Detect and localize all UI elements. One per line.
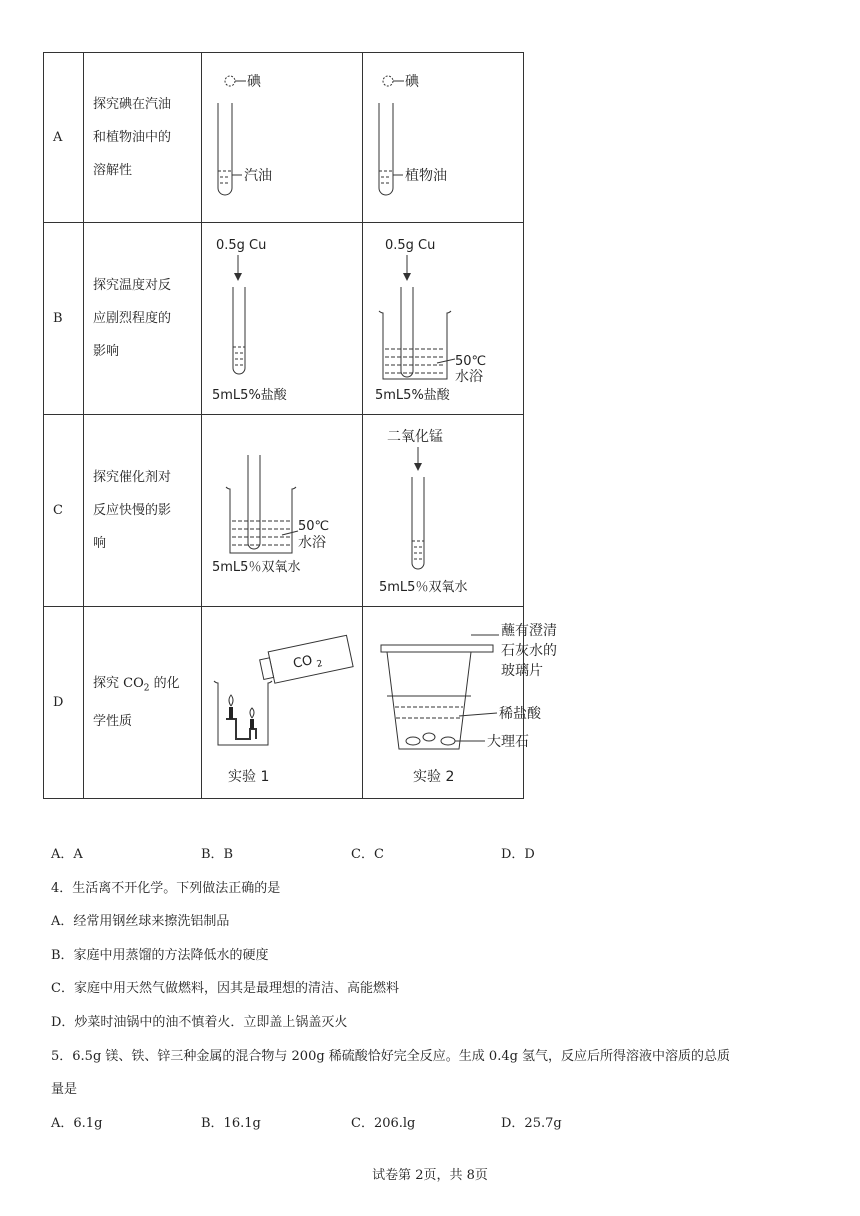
- option-label: D: [44, 607, 84, 799]
- q4-option-b: B．家庭中用蒸馏的方法降低水的硬度: [51, 948, 269, 963]
- table-row: [44, 223, 524, 415]
- q5-choice-a: A．6.1g: [51, 1116, 103, 1131]
- svg-text:0.5g Cu: 0.5g Cu: [385, 238, 436, 253]
- option-label: B: [44, 223, 84, 415]
- q4-stem: 4．生活离不开化学。下列做法正确的是: [51, 881, 281, 896]
- figure-water-bath-peroxide: [202, 415, 363, 607]
- figure-iodine-vegetable-oil: [363, 53, 524, 223]
- q4-option-a: A．经常用钢丝球来擦洗铝制品: [51, 914, 230, 929]
- svg-text:5mL5%盐酸: 5mL5%盐酸: [375, 388, 450, 403]
- svg-text:CO: CO: [291, 653, 314, 672]
- page-footer: 试卷第 2页，共 8页: [372, 1168, 488, 1183]
- svg-text:碘: 碘: [247, 74, 261, 90]
- test-tube-diagram: [202, 53, 362, 222]
- figure-experiment-2: [363, 607, 557, 799]
- svg-text:50℃: 50℃: [298, 519, 330, 534]
- svg-text:2: 2: [315, 658, 324, 670]
- figure-room-temperature: [202, 223, 363, 415]
- experiment-description: 探究 $CO_2$ 的化 学性质: [84, 607, 202, 799]
- option-label: C: [44, 415, 84, 607]
- test-tube-diagram: [202, 223, 362, 414]
- experiment-description: 探究碘在汽油 和植物油中的 溶解性: [84, 53, 202, 223]
- svg-text:0.5g Cu: 0.5g Cu: [216, 238, 267, 253]
- q5-stem-line2: 量是: [51, 1082, 78, 1097]
- svg-text:5mL5%盐酸: 5mL5%盐酸: [212, 388, 287, 403]
- q4-option-c: C．家庭中用天然气做燃料，因其是最理想的清洁、高能燃料: [51, 981, 399, 996]
- test-tube-diagram: [363, 53, 587, 222]
- figure-iodine-gasoline: [202, 53, 363, 223]
- q5-choice-c: C．206.lg: [351, 1116, 416, 1131]
- q5-choice-d: D．25.7g: [501, 1116, 562, 1131]
- experiment-description: 探究催化剂对 反应快慢的影 响: [84, 415, 202, 607]
- svg-text:植物油: 植物油: [405, 168, 447, 184]
- svg-text:汽油: 汽油: [244, 168, 272, 184]
- q3-choice-a: A．A: [51, 847, 83, 862]
- q5-choice-b: B．16.1g: [201, 1116, 261, 1131]
- svg-text:碘: 碘: [405, 74, 419, 90]
- marble-acid-diagram: [363, 607, 587, 798]
- svg-text:5mL5％双氧水: 5mL5％双氧水: [379, 580, 468, 595]
- svg-text:石灰水的: 石灰水的: [501, 643, 557, 659]
- experiment-description: 探究温度对反 应剧烈程度的 影响: [84, 223, 202, 415]
- beaker-diagram: [363, 223, 587, 414]
- table-row: [44, 415, 524, 607]
- table-row: [44, 607, 524, 799]
- svg-text:实验 1: 实验 1: [228, 769, 270, 785]
- q3-choice-d: D．D: [501, 847, 535, 862]
- option-label: A: [44, 53, 84, 223]
- q3-choice-c: C．C: [351, 847, 384, 862]
- beaker-diagram: [202, 415, 362, 606]
- test-tube-diagram: [363, 415, 587, 606]
- svg-text:玻璃片: 玻璃片: [501, 663, 543, 679]
- svg-text:稀盐酸: 稀盐酸: [499, 706, 541, 722]
- co2-pouring-diagram: [202, 607, 362, 798]
- svg-text:5mL5％双氧水: 5mL5％双氧水: [212, 560, 301, 575]
- figure-manganese-dioxide: [363, 415, 524, 607]
- q4-option-d: D．炒菜时油锅中的油不慎着火．立即盖上锅盖灭火: [51, 1015, 348, 1030]
- svg-text:实验 2: 实验 2: [413, 769, 455, 785]
- svg-text:水浴: 水浴: [455, 369, 483, 385]
- svg-text:水浴: 水浴: [298, 535, 326, 551]
- table-row: [44, 53, 524, 223]
- svg-text:蘸有澄清: 蘸有澄清: [501, 623, 557, 639]
- figure-water-bath: [363, 223, 524, 415]
- q5-stem-line1: 5．6.5g 镁、铁、锌三种金属的混合物与 200g 稀硫酸恰好完全反应。生成 0.4g 氢气，反应后所得溶液中溶质的总质: [51, 1049, 731, 1064]
- svg-text:50℃: 50℃: [455, 354, 487, 369]
- q3-choice-b: B．B: [201, 847, 234, 862]
- svg-text:二氧化锰: 二氧化锰: [387, 429, 443, 445]
- experiment-table: [43, 52, 557, 799]
- svg-text:大理石: 大理石: [487, 734, 529, 750]
- figure-experiment-1: [202, 607, 363, 799]
